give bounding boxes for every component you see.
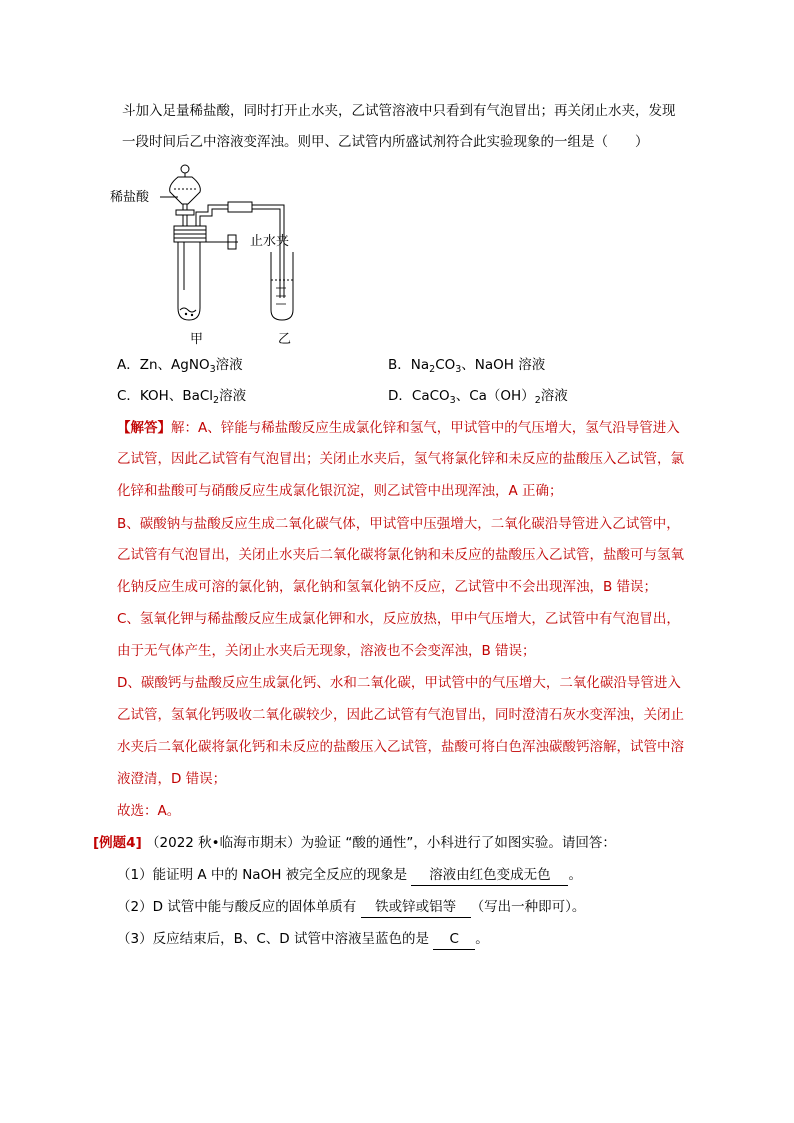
- solution-b-line-1: B、碳酸钠与盐酸反应生成二氧化碳气体，甲试管中压强增大，二氧化碳沿导管进入乙试管中，: [117, 516, 680, 532]
- acid-label: 稀盐酸: [110, 190, 150, 205]
- option-c-text: C．KOH、BaCl: [117, 388, 214, 404]
- option-b[interactable]: [388, 355, 545, 380]
- solution-c-line-1: C、氢氧化钾与稀盐酸反应生成氯化钾和水，反应放热，甲中气压增大，乙试管中有气泡冒出，: [117, 611, 680, 627]
- example4-stem: （2022 秋•临海市期末）为验证 “酸的通性”，小科进行了如图实验。请回答：: [146, 835, 616, 851]
- option-b-sub1: 2: [429, 364, 436, 375]
- question-2-text: （2）D 试管中能与酸反应的固体单质有: [117, 899, 357, 915]
- solution-b-line-2: 乙试管有气泡冒出，关闭止水夹后二氧化碳将氯化钠和未反应的盐酸压入乙试管，盐酸可与氢氧: [117, 547, 684, 563]
- option-d-sub1: 3: [449, 395, 456, 406]
- solution-d-line-2: 乙试管，氢氧化钙吸收二氧化碳较少，因此乙试管有气泡冒出，同时澄清石灰水变浑浊，关闭止: [117, 707, 684, 723]
- option-a-sub: 3: [209, 364, 216, 375]
- tube-jia-label: 甲: [190, 332, 204, 347]
- tube-yi: [271, 252, 293, 320]
- solution-d-line-3: 水夹后二氧化碳将氯化钙和未反应的盐酸压入乙试管，盐酸可将白色浑浊碳酸钙溶解，试管中溶: [117, 739, 684, 755]
- solution-answer: 故选：A。: [117, 803, 181, 819]
- option-d-suffix: 溶液: [540, 388, 568, 404]
- option-c-suffix: 溶液: [219, 388, 247, 404]
- option-b-text: B．Na: [388, 357, 430, 373]
- option-a-text: A．Zn、AgNO: [117, 357, 210, 373]
- question-3-text: （3）反应结束后，B、C、D 试管中溶液呈蓝色的是: [117, 931, 429, 947]
- option-d-text: D．CaCO: [388, 388, 450, 404]
- question-2: [117, 897, 585, 918]
- answer-2-blank[interactable]: 铁或锌或铝等: [361, 897, 471, 918]
- solution-d-line-1: D、碳酸钙与盐酸反应生成氯化钙、水和二氧化碳，甲试管中的气压增大，二氧化碳沿导管进入: [117, 675, 681, 691]
- option-c[interactable]: [117, 386, 246, 411]
- answer-3-blank[interactable]: C: [433, 929, 475, 950]
- solution-b-line-3: 化钠反应生成可溶的氯化钠，氯化钠和氢氧化钠不反应，乙试管中不会出现浑浊，B 错误；: [117, 579, 658, 595]
- option-d[interactable]: [388, 386, 568, 411]
- solution-tag: 【解答】: [117, 420, 171, 436]
- solution-a1: 解：A、锌能与稀盐酸反应生成氯化锌和氢气，甲试管中的气压增大，氢气沿导管进入: [171, 420, 680, 436]
- tube-yi-label: 乙: [278, 332, 292, 347]
- solution-c-line-2: 由于无气体产生，关闭止水夹后无现象，溶液也不会变浑浊，B 错误；: [117, 643, 536, 659]
- option-d-sub2: 2: [534, 395, 541, 406]
- tube-jia: [174, 226, 206, 320]
- intro-line-1: 斗加入足量稀盐酸，同时打开止水夹，乙试管溶液中只看到有气泡冒出；再关闭止水夹，发现: [122, 103, 676, 119]
- solution-d-line-4: 液澄清，D 错误；: [117, 771, 227, 787]
- example4-tag: [例题4]: [93, 835, 142, 851]
- option-a-suffix: 溶液: [215, 357, 243, 373]
- clamp-label: 止水夹: [250, 234, 290, 249]
- solution-a-line-3: 化锌和盐酸可与硝酸反应生成氯化银沉淀，则乙试管中出现浑浊，A 正确；: [117, 483, 563, 499]
- answer-1-blank[interactable]: 溶液由红色变成无色: [411, 865, 568, 886]
- question-1-end: 。: [568, 867, 582, 883]
- option-a[interactable]: [117, 355, 243, 380]
- question-3: [117, 929, 489, 950]
- option-b-mid: CO: [435, 357, 456, 373]
- solution-a-line-1: [117, 418, 680, 438]
- option-c-sub: 2: [213, 395, 220, 406]
- option-b-suffix: 、NaOH 溶液: [461, 357, 546, 373]
- option-b-sub2: 3: [455, 364, 462, 375]
- question-3-end: 。: [475, 931, 489, 947]
- example4-heading: [93, 833, 616, 853]
- intro-line-2: 一段时间后乙中溶液变浑浊。则甲、乙试管内所盛试剂符合此实验现象的一组是（ ）: [122, 134, 649, 150]
- solution-a-line-2: 乙试管，因此乙试管有气泡冒出；关闭止水夹后，氢气将氯化锌和未反应的盐酸压入乙试管，氯: [117, 451, 684, 467]
- question-2-end: （写出一种即可）。: [470, 899, 586, 915]
- question-1-text: （1）能证明 A 中的 NaOH 被完全反应的现象是: [117, 867, 408, 883]
- question-1: [117, 865, 582, 886]
- option-d-mid: 、Ca（OH）: [455, 388, 535, 404]
